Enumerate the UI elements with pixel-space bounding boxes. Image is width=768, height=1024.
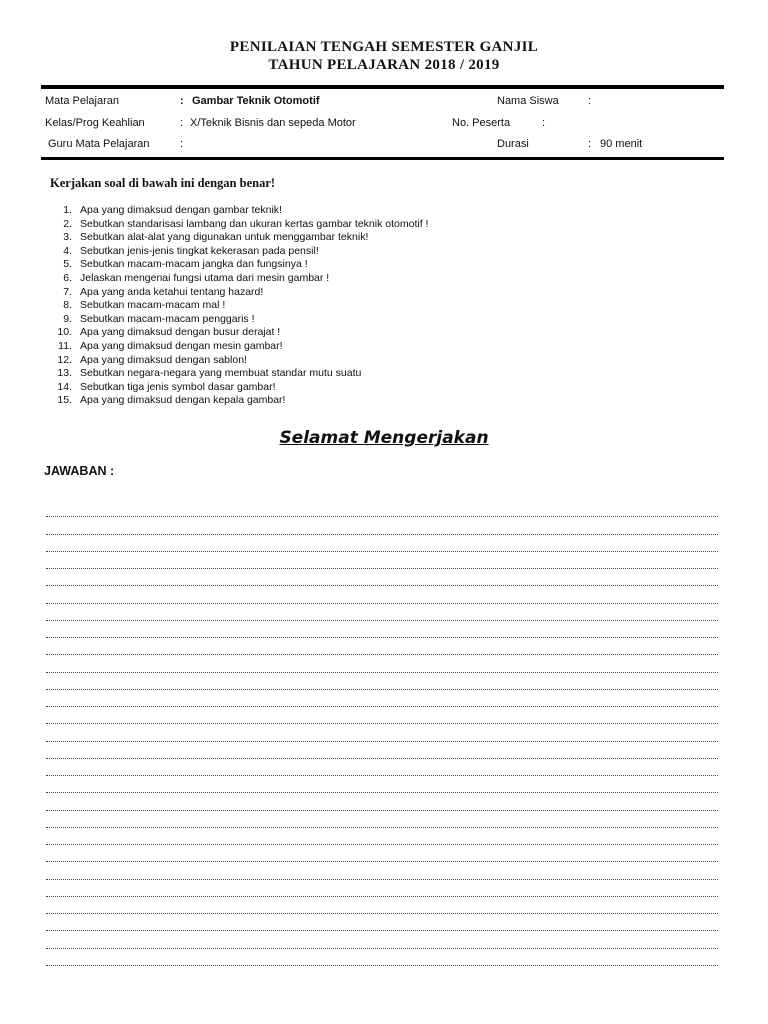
answer-line[interactable] <box>46 690 718 707</box>
question-text: Sebutkan standarisasi lambang dan ukuran kertas gambar teknik otomotif ! <box>80 217 429 230</box>
answer-line[interactable] <box>46 552 718 569</box>
answer-label: JAWABAN : <box>44 464 115 478</box>
answer-line[interactable] <box>46 724 718 741</box>
question-number: 14. <box>57 380 72 393</box>
mapel-value: Gambar Teknik Otomotif <box>192 95 320 107</box>
kelas-label: Kelas/Prog Keahlian <box>45 117 145 129</box>
answer-line[interactable] <box>46 828 718 845</box>
guru-colon: : <box>180 138 184 150</box>
question-text: Sebutkan macam-macam mal ! <box>80 299 226 312</box>
header-top-rule <box>41 85 724 89</box>
question-number: 6. <box>63 271 72 284</box>
answer-line[interactable] <box>46 931 718 948</box>
question-text: Sebutkan macam-macam jangka dan fungsinya ! <box>80 258 308 271</box>
question-text: Apa yang dimaksud dengan busur derajat ! <box>80 326 281 339</box>
instruction: Kerjakan soal di bawah ini dengan benar! <box>50 176 276 190</box>
guru-label: Guru Mata Pelajaran <box>48 138 150 150</box>
answer-line[interactable] <box>46 569 718 586</box>
question-text: Sebutkan macam-macam penggaris ! <box>80 312 255 325</box>
kelas-value: X/Teknik Bisnis dan sepeda Motor <box>190 117 356 129</box>
kelas-colon: : <box>180 117 184 129</box>
answer-line[interactable] <box>46 742 718 759</box>
question-number: 7. <box>63 285 72 298</box>
question-number: 8. <box>63 299 72 312</box>
question-number: 9. <box>63 312 72 325</box>
question-text: Apa yang dimaksud dengan sablon! <box>80 353 247 366</box>
answer-line[interactable] <box>46 845 718 862</box>
answer-line[interactable] <box>46 621 718 638</box>
answer-line[interactable] <box>46 500 718 517</box>
question-number: 10. <box>57 326 72 339</box>
mapel-colon: : <box>180 95 184 107</box>
document-subtitle: TAHUN PELAJARAN 2018 / 2019 <box>268 57 500 73</box>
answer-area[interactable] <box>46 500 718 966</box>
answer-line[interactable] <box>46 862 718 879</box>
question-number: 3. <box>63 231 72 244</box>
durasi-value: 90 menit <box>600 138 643 150</box>
question-number: 11. <box>58 339 72 352</box>
question-text: Sebutkan jenis-jenis tingkat kekerasan pada pensil! <box>80 244 319 257</box>
answer-line[interactable] <box>46 638 718 655</box>
durasi-colon: : <box>588 138 592 150</box>
question-text: Sebutkan negara-negara yang membuat standar mutu suatu <box>80 367 362 380</box>
answer-line[interactable] <box>46 604 718 621</box>
question-number: 1. <box>63 204 72 216</box>
closing-message: Selamat Mengerjakan <box>279 428 489 448</box>
answer-line[interactable] <box>46 673 718 690</box>
document-title: PENILAIAN TENGAH SEMESTER GANJIL <box>229 39 539 55</box>
answer-line[interactable] <box>46 655 718 672</box>
nama-siswa-colon: : <box>588 95 592 107</box>
answer-line[interactable] <box>46 776 718 793</box>
answer-line[interactable] <box>46 586 718 603</box>
header-bottom-rule <box>41 157 724 160</box>
answer-line[interactable] <box>46 914 718 931</box>
question-text: Apa yang anda ketahui tentang hazard! <box>80 285 264 298</box>
question-text: Jelaskan mengenai fungsi utama dari mesin gambar ! <box>80 271 330 284</box>
question-text: Apa yang dimaksud dengan mesin gambar! <box>80 339 283 352</box>
answer-line[interactable] <box>46 949 718 966</box>
no-peserta-colon: : <box>542 117 546 129</box>
answer-line[interactable] <box>46 811 718 828</box>
answer-line[interactable] <box>46 535 718 552</box>
durasi-label: Durasi <box>497 138 529 150</box>
question-text: Apa yang dimaksud dengan kepala gambar! <box>80 394 286 407</box>
question-text: Sebutkan alat-alat yang digunakan untuk menggambar teknik! <box>80 231 369 244</box>
question-number: 4. <box>63 244 72 257</box>
mapel-label: Mata Pelajaran <box>45 95 119 107</box>
question-number: 2. <box>63 217 72 230</box>
question-number: 13. <box>57 367 72 380</box>
answer-line[interactable] <box>46 707 718 724</box>
question-number: 5. <box>63 258 72 271</box>
answer-line[interactable] <box>46 793 718 810</box>
answer-line[interactable] <box>46 897 718 914</box>
answer-line[interactable] <box>46 759 718 776</box>
nama-siswa-label: Nama Siswa <box>497 95 559 107</box>
answer-line[interactable] <box>46 880 718 897</box>
question-text: Apa yang dimaksud dengan gambar teknik! <box>80 204 282 216</box>
question-text: Sebutkan tiga jenis symbol dasar gambar! <box>80 380 276 393</box>
question-number: 12. <box>57 353 72 366</box>
answer-line[interactable] <box>46 517 718 534</box>
question-number: 15. <box>57 394 72 407</box>
no-peserta-label: No. Peserta <box>452 117 511 129</box>
